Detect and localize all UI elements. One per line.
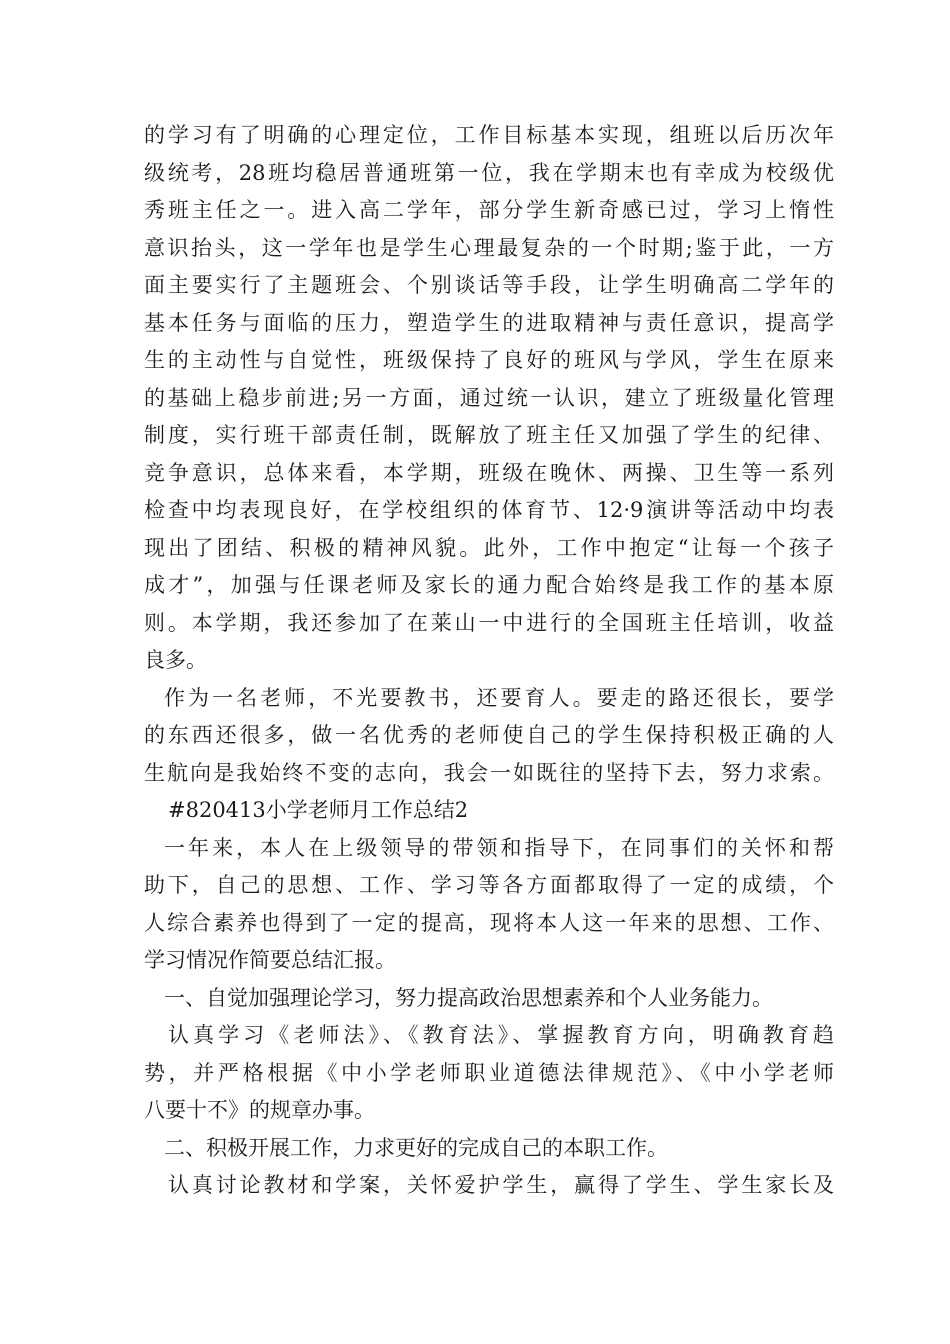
text-line: 作为一名老师，不光要教书，还要育人。要走的路还很长，要学 [164, 685, 834, 710]
text-line: 的学习有了明确的心理定位，工作目标基本实现，组班以后历次年 [144, 123, 834, 147]
text-line: 现出了团结、积极的精神风貌。此外，工作中抱定“让每一个孩子 [144, 535, 834, 560]
text-line: 检查中均表现良好，在学校组织的体育节、12·9演讲等活动中均表 [144, 498, 834, 522]
text-line: 生航向是我始终不变的志向，我会一如既往的坚持下去，努力求索。 [144, 760, 834, 785]
text-line: 认真讨论教材和学案，关怀爱护学生，赢得了学生、学生家长及 [168, 1173, 834, 1197]
text-line: 学习情况作简要总结汇报。 [144, 948, 396, 972]
section-title-work: 二、积极开展工作，力求更好的完成自己的本职工作。 [164, 1135, 668, 1160]
text-line: 八要十不》的规章办事。 [144, 1098, 375, 1122]
text-line: 制度，实行班干部责任制，既解放了班主任又加强了学生的纪律、 [144, 423, 834, 447]
paragraph-study-law [144, 1017, 834, 1130]
paragraph-class-work [144, 117, 834, 680]
text-line: 一年来，本人在上级领导的带领和指导下，在同事们的关怀和帮 [164, 835, 834, 860]
text-line: 级统考，28班均稳居普通班第一位，我在学期末也有幸成为校级优 [144, 160, 834, 185]
text-line: 成才”，加强与任课老师及家长的通力配合始终是我工作的基本原 [144, 573, 834, 597]
text-line: 的东西还很多，做一名优秀的老师使自己的学生保持积极正确的人 [144, 723, 834, 747]
text-line: 人综合素养也得到了一定的提高，现将本人这一年来的思想、工作、 [144, 910, 834, 935]
section-heading: #820413小学老师月工作总结2 [168, 798, 469, 822]
paragraph-teacher-goal [144, 680, 834, 793]
text-line: 意识抬头，这一学年也是学生心理最复杂的一个时期;鉴于此，一方 [144, 235, 834, 260]
text-line: 的基础上稳步前进;另一方面，通过统一认识，建立了班级量化管理 [144, 385, 834, 410]
text-line: 面主要实行了主题班会、个别谈话等手段，让学生明确高二学年的 [144, 273, 834, 297]
text-line: 则。本学期，我还参加了在莱山一中进行的全国班主任培训，收益 [144, 610, 834, 635]
text-line: 势，并严格根据《中小学老师职业道德法律规范》、《中小学老师 [144, 1060, 834, 1085]
section-title-theory: 一、自觉加强理论学习，努力提高政治思想素养和个人业务能力。 [164, 985, 773, 1010]
paragraph-year-summary [144, 830, 834, 980]
text-line: 秀班主任之一。进入高二学年，部分学生新奇感已过，学习上惰性 [144, 198, 834, 222]
text-line: 基本任务与面临的压力，塑造学生的进取精神与责任意识，提高学 [144, 310, 834, 335]
text-line: 良多。 [144, 648, 207, 672]
document-body [144, 117, 834, 1205]
text-line: 竞争意识，总体来看，本学期，班级在晚休、两操、卫生等一系列 [144, 460, 834, 485]
text-line: 生的主动性与自觉性，班级保持了良好的班风与学风，学生在原来 [144, 348, 834, 372]
text-line: 助下，自己的思想、工作、学习等各方面都取得了一定的成绩，个 [144, 873, 834, 897]
paragraph-teaching [144, 1167, 834, 1205]
text-line: 认真学习《老师法》、《教育法》、掌握教育方向，明确教育趋 [168, 1023, 834, 1047]
